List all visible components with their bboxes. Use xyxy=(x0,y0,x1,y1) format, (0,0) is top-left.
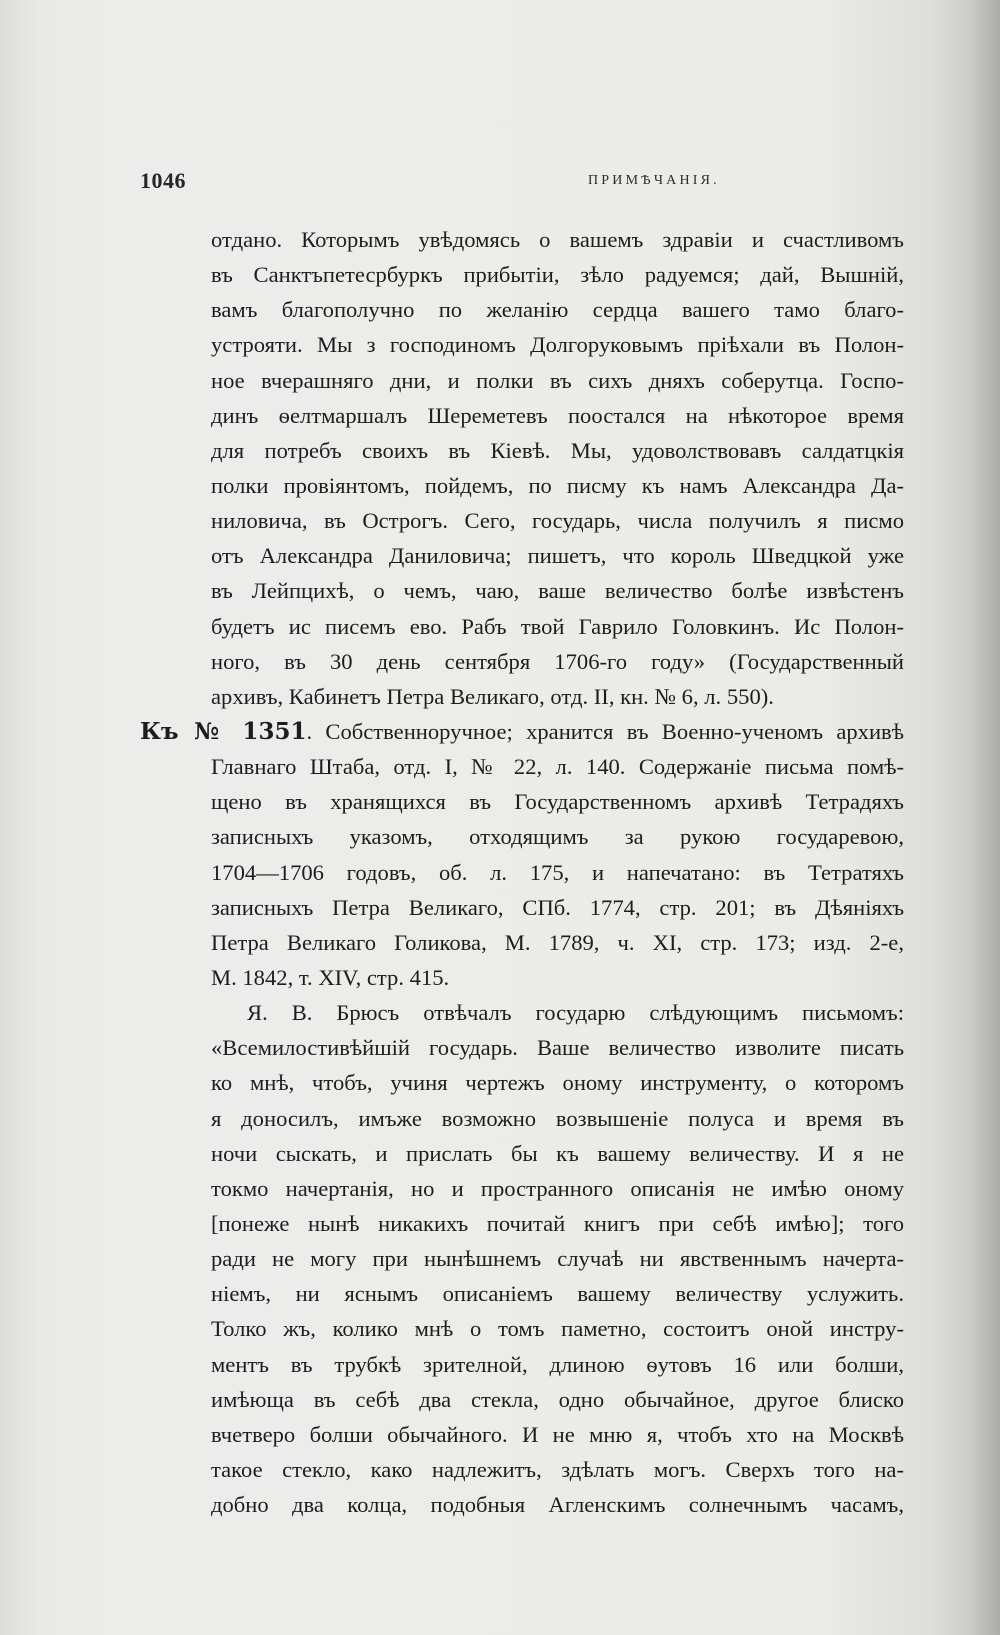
text-line: вчетверо болши обычайного. И не мню я, чтобъ хто на Москвѣ xyxy=(211,1421,904,1447)
entry-1351-heading-line xyxy=(140,714,910,749)
text-line: имѣюща въ себѣ два стекла, одно обычайное, другое блиско xyxy=(211,1386,904,1412)
text-line: такое стекло, како надлежитъ, здѣлать могъ. Сверхъ того на- xyxy=(211,1456,904,1482)
text-line: динъ ѳелтмаршалъ Шереметевъ поостался на нѣкоторое время xyxy=(211,402,904,428)
text-line: ментъ въ трубкѣ зрителной, длиною ѳутовъ 16 или болши, xyxy=(211,1351,904,1377)
text-line: М. 1842, т. XIV, стр. 415. xyxy=(211,964,450,990)
entry-label: Къ № 1351 xyxy=(140,717,307,745)
paragraph-first-line: Я. В. Брюсъ отвѣчалъ государю слѣдующимъ письмомъ: xyxy=(247,1000,904,1026)
text-line: ное вчерашняго дни, и полки въ сихъ дняхъ соберутца. Госпо- xyxy=(211,367,904,393)
text-line: въ Санктъпетесрбуркъ прибытіи, зѣло радуемся; дай, Вышній, xyxy=(211,262,904,288)
text-line: 1704—1706 годовъ, об. л. 175, и напечатано: въ Тетратяхъ xyxy=(211,859,904,885)
page-body xyxy=(140,222,910,1522)
text-line: полки провіянтомъ, пойдемъ, по писму къ намъ Александра Да- xyxy=(211,472,904,498)
text-line: ради не могу при нынѣшнемъ случаѣ ни явственнымъ начерта- xyxy=(211,1246,904,1272)
text-line: Толко жъ, колико мнѣ о томъ паметно, состоитъ оной инстру- xyxy=(211,1316,904,1342)
text-line: устрояти. Мы з господиномъ Долгоруковымъ пріѣхали въ Полон- xyxy=(211,332,904,358)
text-line: Главнаго Штаба, отд. I, № 22, л. 140. Содержаніе письма помѣ- xyxy=(211,754,904,780)
text-line: ніемъ, ни яснымъ описаніемъ вашему величеству услужить. xyxy=(211,1281,904,1307)
text-line: для потребъ своихъ въ Кіевѣ. Мы, удоволствовавъ салдатцкія xyxy=(211,437,904,463)
page-edge-shadow xyxy=(966,0,1000,1635)
text-line: ного, въ 30 день сентября 1706-го году» (Государственный xyxy=(211,648,904,674)
text-line: будетъ ис писемъ ево. Рабъ твой Гаврило Головкинъ. Ис Полон- xyxy=(211,613,904,639)
text-line: ниловича, въ Острогъ. Сего, государь, числа получилъ я писмо xyxy=(211,508,904,534)
running-title: ПРИМѢЧАНІЯ. xyxy=(588,173,720,188)
text-line: я доносилъ, имъже возможно возвышеніе полуса и время въ xyxy=(211,1105,904,1131)
page-number: 1046 xyxy=(140,168,186,193)
text-line: Петра Великаго Голикова, М. 1789, ч. XI, стр. 173; изд. 2-е, xyxy=(211,929,904,955)
text-line: «Всемилостивѣйшій государь. Ваше величество изволите писать xyxy=(211,1035,904,1061)
text-line: вамъ благополучно по желанію сердца вашего тамо благо- xyxy=(211,297,904,323)
text-line: отдано. Которымъ увѣдомясь о вашемъ здравіи и счастливомъ xyxy=(211,227,904,252)
text-line: записныхъ Петра Великаго, СПб. 1774, стр. 201; въ Дѣяніяхъ xyxy=(211,894,904,920)
text-line: архивъ, Кабинетъ Петра Великаго, отд. II, кн. № 6, л. 550). xyxy=(211,683,774,709)
text-line: щено въ хранящихся въ Государственномъ архивѣ Тетрадяхъ xyxy=(211,789,904,815)
entry-heading-text: . Собственноручное; хранится въ Военно-ученомъ архивѣ xyxy=(306,718,904,744)
text-line: ко мнѣ, чтобъ, учиня чертежъ оному инструменту, о которомъ xyxy=(211,1070,904,1096)
text-line: въ Лейпцихѣ, о чемъ, чаю, ваше величество болѣе извѣстенъ xyxy=(211,578,904,604)
page-header xyxy=(140,168,910,196)
text-line: отъ Александра Даниловича; пишетъ, что король Шведцкой уже xyxy=(211,543,904,569)
text-line: [понеже нынѣ никакихъ почитай книгъ при себѣ имѣю]; того xyxy=(211,1210,904,1236)
text-line: записныхъ указомъ, отходящимъ за рукою государевою, xyxy=(211,824,904,850)
text-line: токмо начертанія, но и пространного описанія не имѣю оному xyxy=(211,1175,904,1201)
text-line: добно два колца, подобныя Агленскимъ солнечнымъ часамъ, xyxy=(211,1492,904,1518)
text-line: ночи сыскать, и прислать бы къ вашему величеству. И я не xyxy=(211,1140,904,1166)
